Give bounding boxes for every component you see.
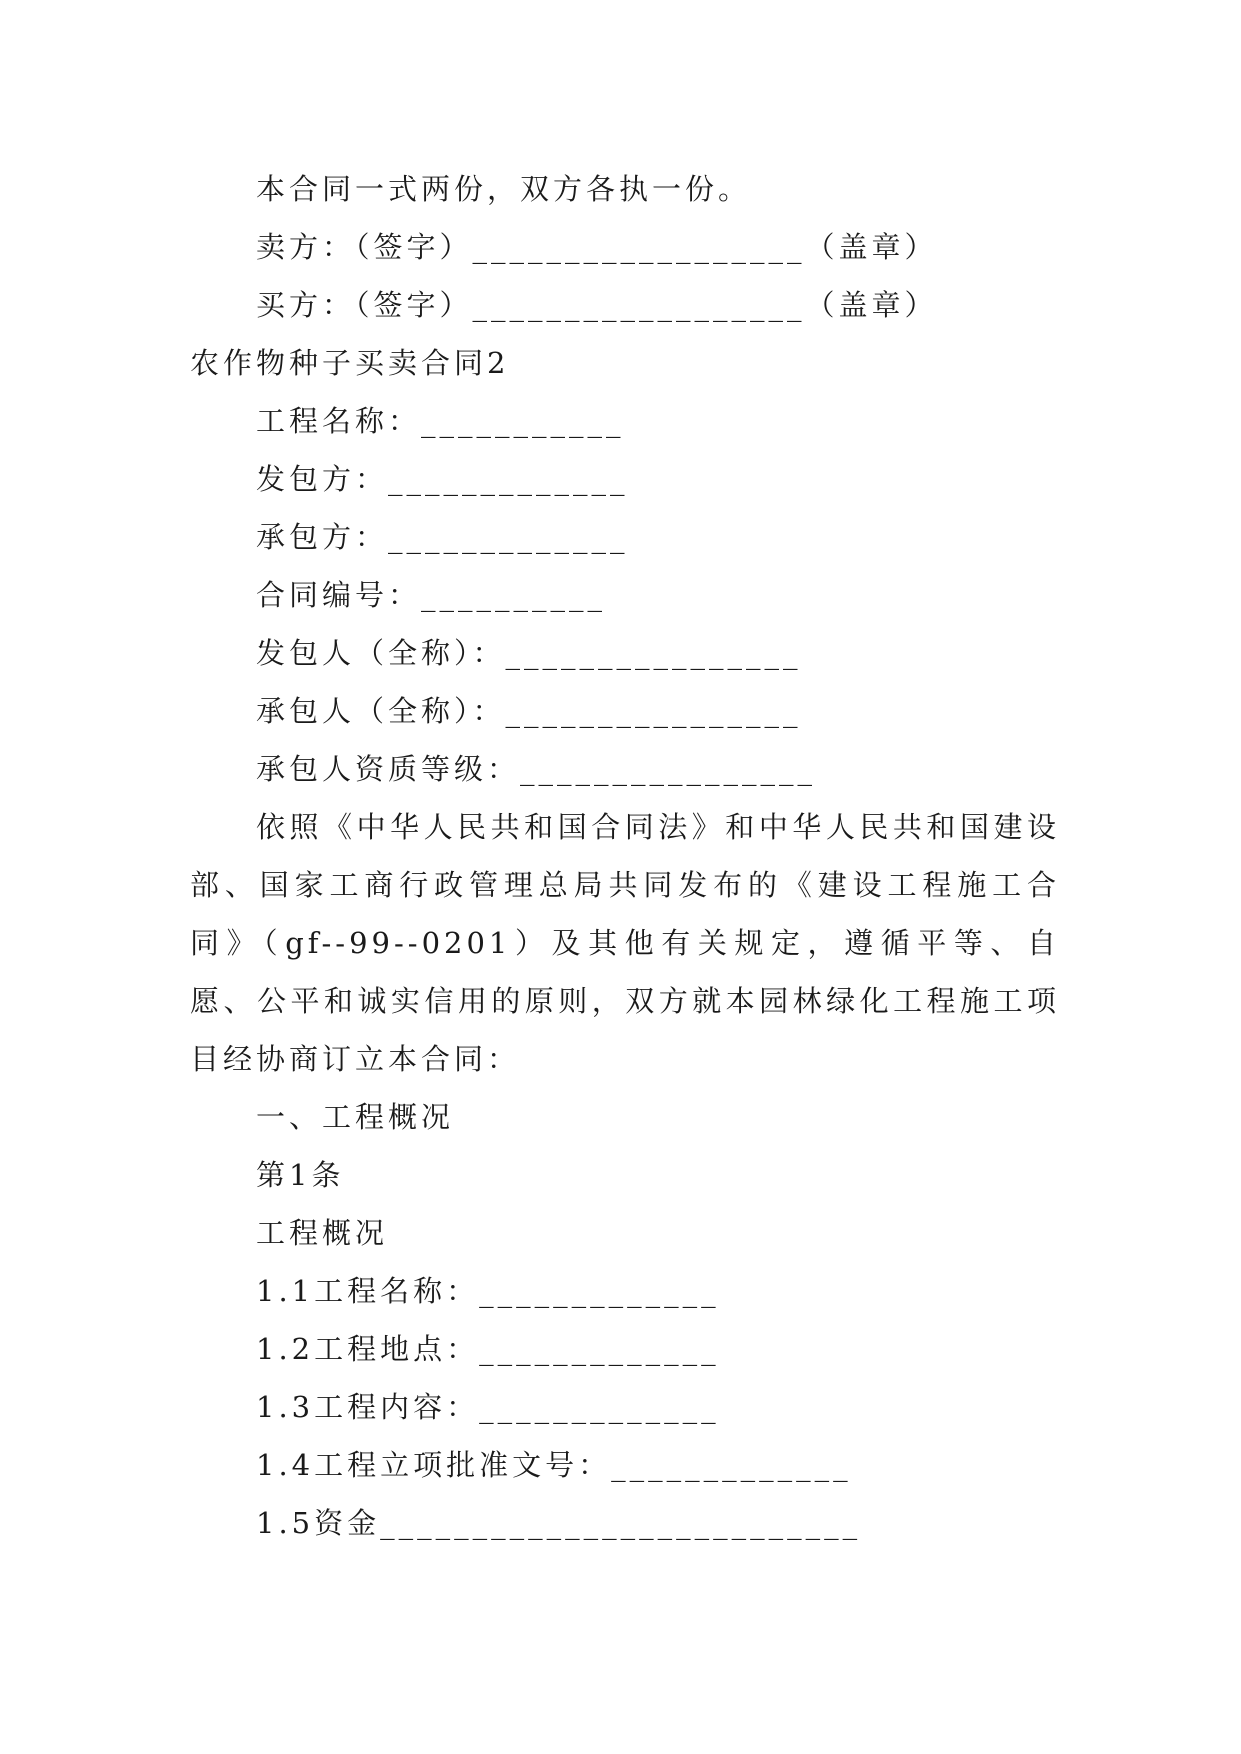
contractor-field: 承包方：_____________	[256, 520, 629, 554]
item-project-content: 1.3工程内容：_____________	[256, 1390, 720, 1424]
document-body	[190, 160, 1060, 1552]
copies-clause: 本合同一式两份，双方各执一份。	[256, 172, 752, 206]
contract-title: 农作物种子买卖合同2	[190, 346, 510, 380]
contract-number-field: 合同编号：__________	[256, 578, 607, 612]
project-name-field: 工程名称：___________	[256, 404, 625, 438]
item-approval-number: 1.4工程立项批准文号：_____________	[256, 1448, 852, 1482]
employer-fullname-field: 发包人（全称）：________________	[256, 636, 802, 670]
article-number: 第1条	[256, 1158, 345, 1192]
item-project-location: 1.2工程地点：_____________	[256, 1332, 720, 1366]
item-funding: 1.5资金__________________________	[256, 1506, 862, 1540]
seller-signature-line: 卖方：（签字）__________________（盖章）	[256, 230, 938, 264]
article-title: 工程概况	[256, 1216, 389, 1250]
section-heading: 一、工程概况	[256, 1100, 455, 1134]
preamble-paragraph: 依照《中华人民共和国合同法》和中华人民共和国建设部、国家工商行政管理总局共同发布的《建设工程施工合同》（gf--99--0201）及其他有关规定，遵循平等、自愿、公平和诚实信用的原则，双方就本园林绿化工程施工项目经协商订立本合同：	[190, 810, 1060, 1076]
item-project-name: 1.1工程名称：_____________	[256, 1274, 720, 1308]
buyer-signature-line: 买方：（签字）__________________（盖章）	[256, 288, 938, 322]
contractor-fullname-field: 承包人（全称）：________________	[256, 694, 802, 728]
contractor-qualification-field: 承包人资质等级：________________	[256, 752, 817, 786]
employer-field: 发包方：_____________	[256, 462, 629, 496]
